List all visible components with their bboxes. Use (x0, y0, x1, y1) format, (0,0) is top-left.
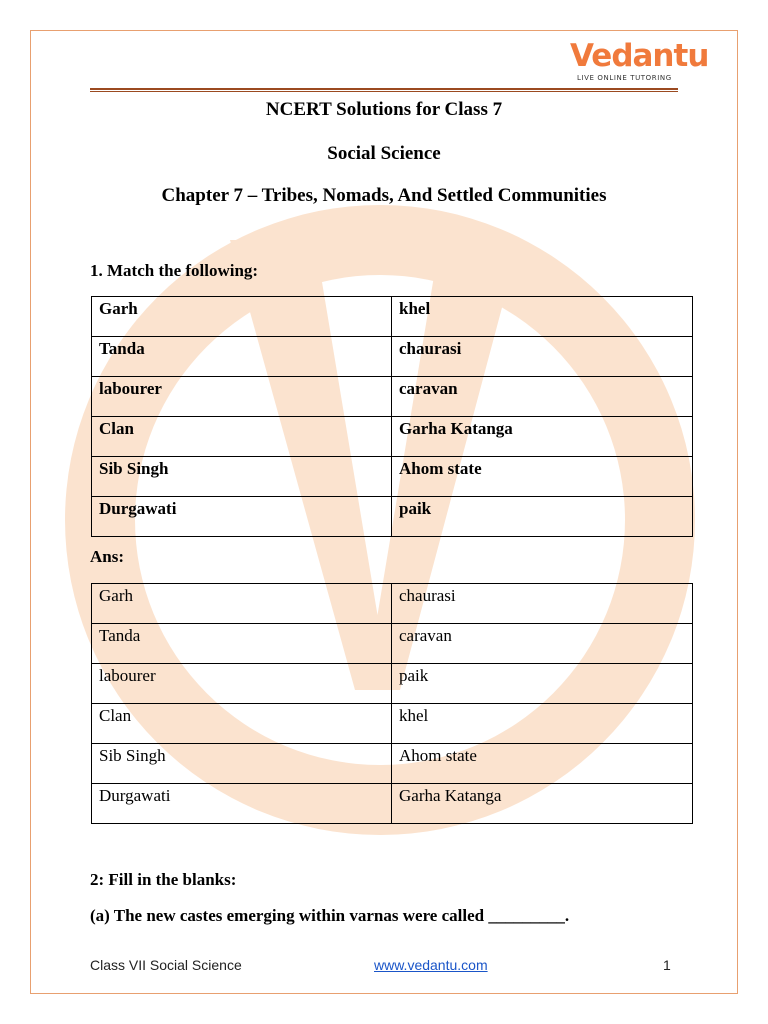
page-number: 1 (663, 957, 671, 973)
right-cell: khel (392, 704, 693, 744)
right-cell: chaurasi (392, 337, 693, 377)
right-cell: Ahom state (392, 744, 693, 784)
answer-row (92, 744, 693, 784)
left-cell: Tanda (92, 624, 392, 664)
right-cell: chaurasi (392, 584, 693, 624)
vedantu-logo (568, 38, 709, 88)
match-row (92, 497, 693, 537)
logo-tagline: LIVE ONLINE TUTORING (577, 74, 672, 82)
match-row (92, 377, 693, 417)
match-row (92, 417, 693, 457)
answer-row (92, 664, 693, 704)
match-table (91, 296, 693, 537)
answer-row (92, 584, 693, 624)
logo-wordmark: Vedantu (570, 38, 709, 74)
answer-row (92, 624, 693, 664)
right-cell: khel (392, 297, 693, 337)
question-2-prompt: 2: Fill in the blanks: (90, 870, 237, 889)
left-cell: labourer (92, 664, 392, 704)
left-cell: Clan (92, 417, 392, 457)
left-cell: Sib Singh (92, 457, 392, 497)
question-1-prompt: 1. Match the following: (90, 261, 259, 280)
header-rule (90, 88, 678, 92)
answer-row (92, 784, 693, 824)
left-cell: Garh (92, 297, 392, 337)
answer-label: Ans: (90, 547, 125, 566)
answer-row (92, 704, 693, 744)
right-cell: paik (392, 664, 693, 704)
right-cell: Ahom state (392, 457, 693, 497)
document-title: NCERT Solutions for Class 7 (265, 99, 503, 120)
left-cell: Tanda (92, 337, 392, 377)
left-cell: Durgawati (92, 784, 392, 824)
left-cell: Sib Singh (92, 744, 392, 784)
right-cell: Garha Katanga (392, 784, 693, 824)
subject-heading: Social Science (327, 143, 441, 164)
right-cell: caravan (392, 624, 693, 664)
question-2a-text: (a) The new castes emerging within varnas were called _________. (90, 906, 570, 925)
right-cell: paik (392, 497, 693, 537)
match-row (92, 337, 693, 377)
right-cell: Garha Katanga (392, 417, 693, 457)
footer-website-link[interactable]: www.vedantu.com (374, 957, 488, 973)
answer-table (91, 583, 693, 824)
right-cell: caravan (392, 377, 693, 417)
footer-class-label: Class VII Social Science (90, 957, 242, 973)
left-cell: Durgawati (92, 497, 392, 537)
match-row (92, 457, 693, 497)
match-row (92, 297, 693, 337)
left-cell: labourer (92, 377, 392, 417)
left-cell: Clan (92, 704, 392, 744)
chapter-heading: Chapter 7 – Tribes, Nomads, And Settled Communities (161, 185, 607, 206)
left-cell: Garh (92, 584, 392, 624)
